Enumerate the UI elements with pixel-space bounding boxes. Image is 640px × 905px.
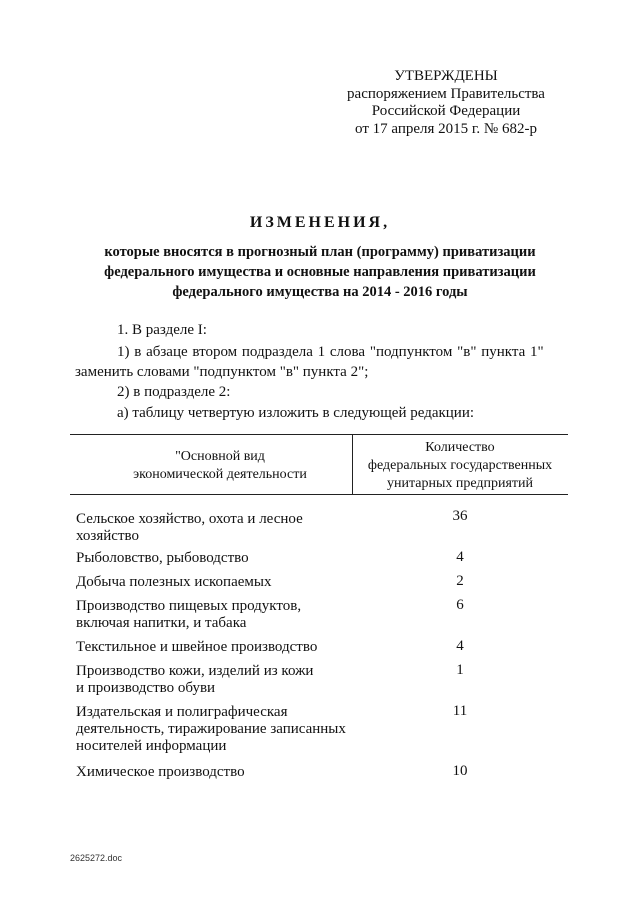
table-row-name: Производство пищевых продуктов, включая напитки, и табака <box>76 598 302 631</box>
approval-line: Российской Федерации <box>371 103 521 119</box>
subtitle-line: федерального имущества и основные направления приватизации <box>104 264 536 280</box>
table-row-value: 6 <box>456 597 464 613</box>
approval-line: распоряжением Правительства <box>347 85 545 102</box>
table-header-border <box>70 494 568 495</box>
table-row-value: 4 <box>456 549 464 565</box>
table-header-count: Количество федеральных государственных унитарных предприятий <box>367 440 553 491</box>
table-row-value: 2 <box>456 573 464 589</box>
approval-block <box>330 68 562 138</box>
approval-date: от 17 апреля 2015 г. № 682-р <box>355 120 537 137</box>
table-row-name: Производство кожи, изделий из кожи и производство обуви <box>76 663 314 696</box>
paragraph-item: 1) в абзаце втором подраздела 1 слова "подпунктом "в" пункта 1" <box>117 344 544 360</box>
approval-heading: УТВЕРЖДЕНЫ <box>394 68 498 84</box>
table-row-name: Текстильное и швейное производство <box>76 639 318 655</box>
table-row-name: Издательская и полиграфическая деятельность, тиражирование записанных носителей информации <box>76 704 346 754</box>
paragraph-subsection: 2) в подразделе 2: <box>117 384 231 400</box>
table-row-value: 10 <box>452 763 468 779</box>
table-row-value: 36 <box>452 508 468 524</box>
table-header-activity: "Основной вид экономической деятельности <box>133 449 307 482</box>
paragraph-table-intro: а) таблицу четвертую изложить в следующей редакции: <box>117 405 475 421</box>
table-row-name: Рыболовство, рыбоводство <box>76 550 249 566</box>
subtitle-line: которые вносятся в прогнозный план (программу) приватизации <box>104 244 536 260</box>
table-row-value: 11 <box>452 703 468 719</box>
document-title: ИЗМЕНЕНИЯ, <box>249 214 391 231</box>
file-name: 2625272.doc <box>70 853 123 863</box>
table-top-border <box>70 434 568 435</box>
paragraph-item-cont: заменить словами "подпунктом "в" пункта 2"; <box>75 364 369 380</box>
table-row-name: Сельское хозяйство, охота и лесное хозяйство <box>76 511 303 544</box>
paragraph-section: 1. В разделе I: <box>117 322 207 338</box>
subtitle-line: федерального имущества на 2014 - 2016 годы <box>172 284 468 300</box>
table-row-name: Добыча полезных ископаемых <box>76 574 272 590</box>
table-row-value: 4 <box>456 638 464 654</box>
table-row-name: Химическое производство <box>76 764 245 780</box>
table-row-value: 1 <box>456 662 464 678</box>
table-column-divider <box>352 434 353 494</box>
document-subtitle <box>60 242 580 302</box>
